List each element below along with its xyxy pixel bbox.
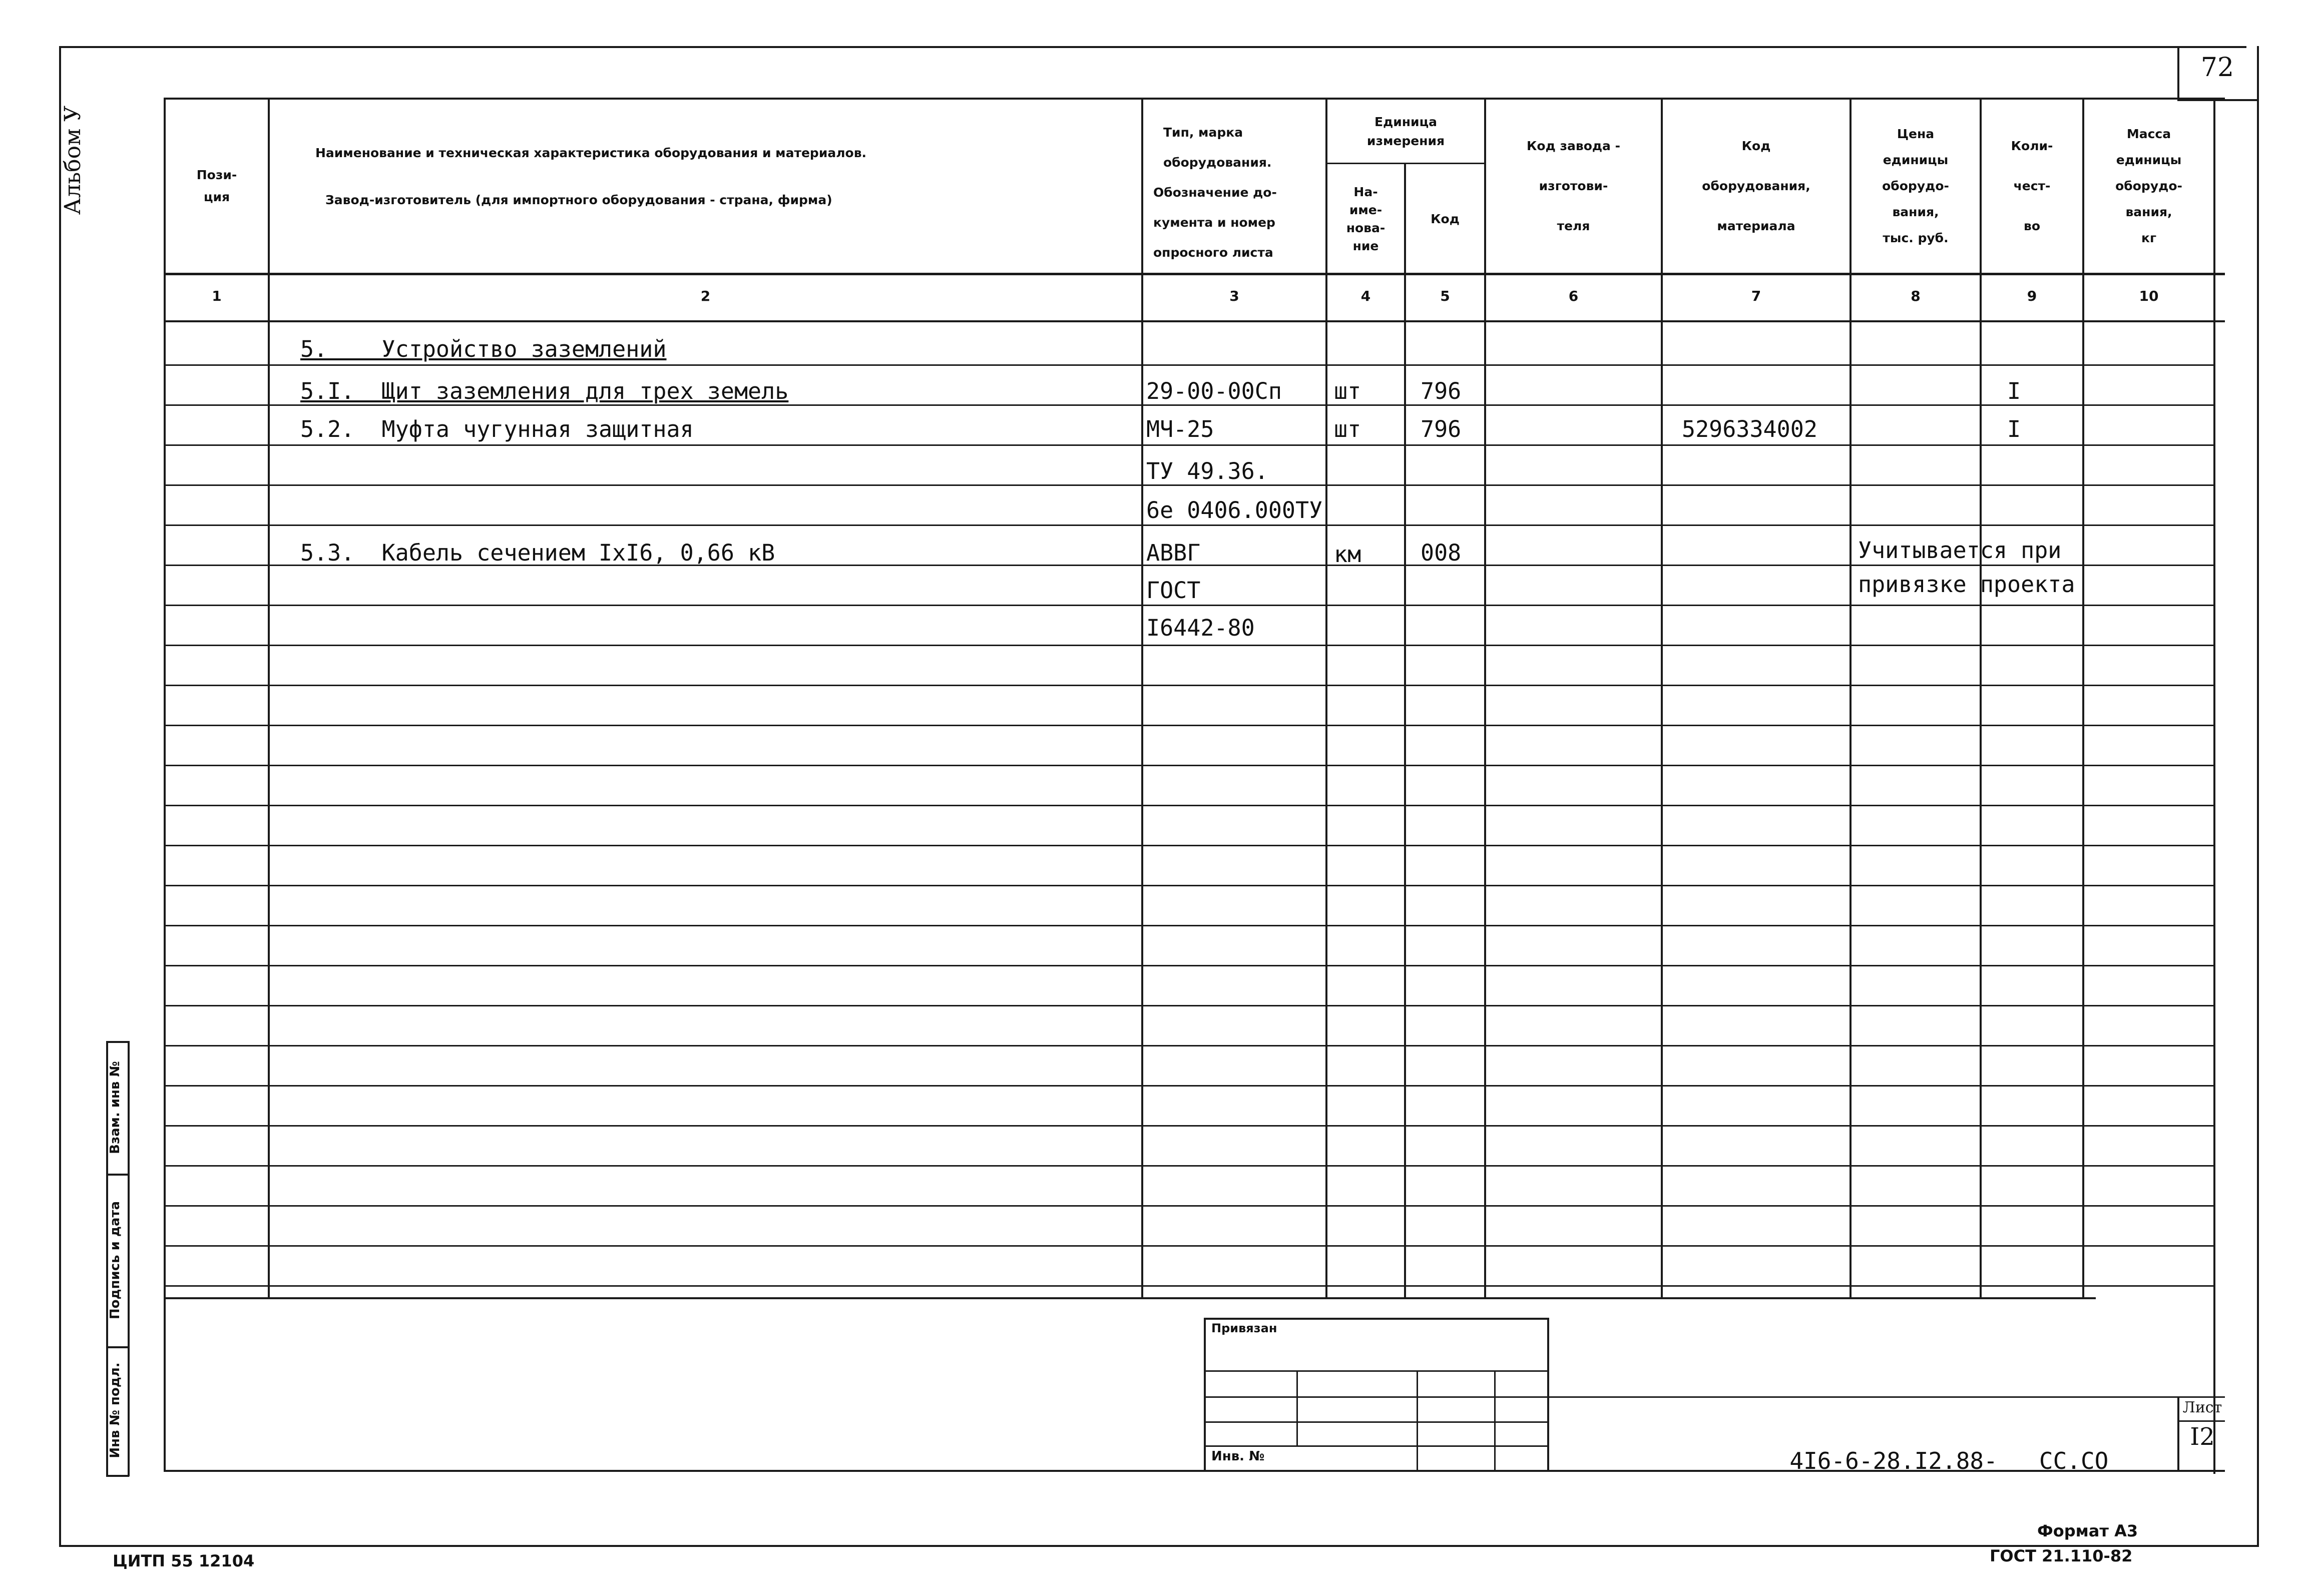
table-body-bottom	[164, 1297, 2096, 1299]
col-div-8	[1980, 98, 1982, 1299]
outer-frame-top	[59, 46, 2246, 48]
header-quantity: Коли- чест- во	[2011, 139, 2053, 233]
list-label: Лист	[2182, 1399, 2222, 1416]
row-7-price: привязке проекта	[1858, 571, 2075, 598]
list-number: I2	[2190, 1423, 2215, 1451]
stamp-right	[128, 1041, 130, 1476]
binding-inv: Инв. №	[1211, 1449, 1265, 1464]
row-8-type: I6442-80	[1146, 615, 1255, 641]
col-number-8: 8	[1911, 288, 1921, 304]
row-line	[166, 925, 2213, 926]
row-line	[166, 725, 2213, 726]
row-line	[166, 1125, 2213, 1127]
bind-row-1	[1204, 1370, 1549, 1372]
header-type: Тип, марка оборудования. Обозначение до- кумента и номер опросного листа	[1153, 125, 1277, 260]
row-line	[166, 1285, 2213, 1287]
col-div-1	[268, 98, 270, 1299]
row-line	[166, 885, 2213, 886]
gost-label: ГОСТ 21.110-82	[1990, 1546, 2133, 1565]
table-numbers-bottom	[164, 320, 2225, 322]
page-number: 72	[2200, 53, 2234, 83]
col-div-4	[1404, 163, 1406, 1299]
bind-row-4	[1204, 1445, 1549, 1447]
bind-col-3	[1494, 1370, 1496, 1470]
header-unit-code: Код	[1431, 211, 1460, 226]
col-number-5: 5	[1440, 288, 1450, 304]
row-6-code: 008	[1421, 540, 1462, 566]
header-name: Наименование и техническая характеристика оборудования и материалов. Завод-изготовитель (для импортного оборудования - страна, фирма)	[315, 146, 867, 207]
doc-code	[1762, 1420, 2108, 1474]
list-box-left	[2177, 1396, 2179, 1471]
row-6-unit: км	[1334, 541, 1361, 568]
stamp-inv-podl: Инв № подл.	[108, 1362, 123, 1458]
col-div-3	[1325, 98, 1327, 1299]
col-number-3: 3	[1229, 288, 1239, 304]
header-position: Пози- ция	[196, 168, 237, 204]
row-3-equip-code: 5296334002	[1682, 416, 1817, 442]
bind-row-2	[1204, 1396, 1549, 1398]
row-line	[166, 1045, 2213, 1046]
row-line	[166, 1245, 2213, 1247]
outer-frame-right	[2257, 46, 2259, 1547]
row-5-type: 6е 0406.000ТУ	[1146, 497, 1323, 523]
row-6-name: 5.3. Кабель сечением IxI6, 0,66 кВ	[300, 540, 775, 566]
row-1-name: 5. Устройство заземлений	[300, 336, 667, 362]
col-number-7: 7	[1751, 288, 1761, 304]
col-div-5	[1484, 98, 1486, 1299]
row-2-unit: шт	[1334, 378, 1361, 404]
row-line	[166, 1085, 2213, 1087]
col-div-2	[1141, 98, 1143, 1299]
list-box-mid	[2177, 1420, 2225, 1422]
row-6-type: АВВГ	[1146, 540, 1201, 566]
col-number-9: 9	[2027, 288, 2037, 304]
binding-title: Привязан	[1211, 1321, 1277, 1335]
header-equip-code: Код оборудования, материала	[1702, 139, 1810, 233]
row-line	[166, 845, 2213, 846]
format-label: Формат А3	[2037, 1521, 2138, 1540]
col-number-4: 4	[1360, 288, 1371, 304]
title-block-top	[1549, 1396, 2225, 1398]
row-line	[166, 965, 2213, 966]
row-2-code: 796	[1421, 378, 1462, 404]
col-div-9	[2082, 98, 2084, 1299]
table-header-bottom	[164, 273, 2225, 275]
row-2-qty: I	[2007, 378, 2021, 404]
footer-left-code: ЦИТП 55 12104	[113, 1551, 255, 1570]
row-3-name: 5.2. Муфта чугунная защитная	[300, 416, 694, 442]
header-unit-group: Единица измерения	[1366, 114, 1445, 148]
header-maker-code: Код завода - изготови- теля	[1526, 139, 1621, 233]
col-number-6: 6	[1568, 288, 1579, 304]
album-label: Альбом У	[60, 105, 86, 215]
bind-top	[1204, 1318, 1549, 1320]
col-div-7	[1850, 98, 1852, 1299]
stamp-bottom	[106, 1475, 129, 1477]
row-line	[166, 364, 2213, 366]
stamp-sign-date: Подпись и дата	[108, 1201, 123, 1320]
page-box-left	[2177, 48, 2179, 100]
bind-right	[1547, 1318, 1549, 1472]
row-6-price: Учитывается при	[1858, 537, 2062, 564]
bind-col-1	[1296, 1370, 1298, 1445]
row-line	[166, 444, 2213, 446]
col-div-6	[1661, 98, 1663, 1299]
bind-col-2	[1417, 1370, 1418, 1470]
row-2-name: 5.I. Щит заземления для трех земель	[300, 378, 789, 404]
col-number-1: 1	[212, 288, 222, 304]
doc-code-main: 4I6-6-28.I2.88-	[1789, 1447, 1998, 1474]
row-4-type: ТУ 49.36.	[1146, 458, 1268, 484]
doc-code-suffix: СС.СО	[2039, 1447, 2109, 1474]
row-line	[166, 685, 2213, 686]
bind-row-3	[1204, 1421, 1549, 1423]
row-7-type: ГОСТ	[1146, 577, 1201, 604]
header-mass: Масса единицы оборудо- вания, кг	[2115, 127, 2182, 245]
col-number-10: 10	[2139, 288, 2159, 304]
outer-frame-left	[59, 46, 61, 1545]
row-line	[166, 765, 2213, 766]
stamp-vzam-inv: Взам. инв №	[108, 1061, 123, 1154]
row-line	[166, 1005, 2213, 1006]
row-3-code: 796	[1421, 416, 1462, 442]
row-line	[166, 645, 2213, 646]
row-line	[166, 1205, 2213, 1207]
col-number-2: 2	[700, 288, 711, 304]
row-line	[166, 805, 2213, 806]
outer-frame-bottom	[59, 1545, 2259, 1547]
row-2-type: 29-00-00Сп	[1146, 378, 1282, 404]
header-price: Цена единицы оборудо- вания, тыс. руб.	[1882, 127, 1949, 245]
row-3-type: МЧ-25	[1146, 416, 1214, 442]
unit-group-divider	[1325, 163, 1486, 164]
bind-left	[1204, 1318, 1206, 1472]
header-unit-name: На- име- нова- ние	[1346, 184, 1386, 253]
table-right	[2213, 98, 2215, 1474]
row-3-unit: шт	[1334, 416, 1361, 442]
row-3-qty: I	[2007, 416, 2021, 442]
row-line	[166, 1165, 2213, 1167]
